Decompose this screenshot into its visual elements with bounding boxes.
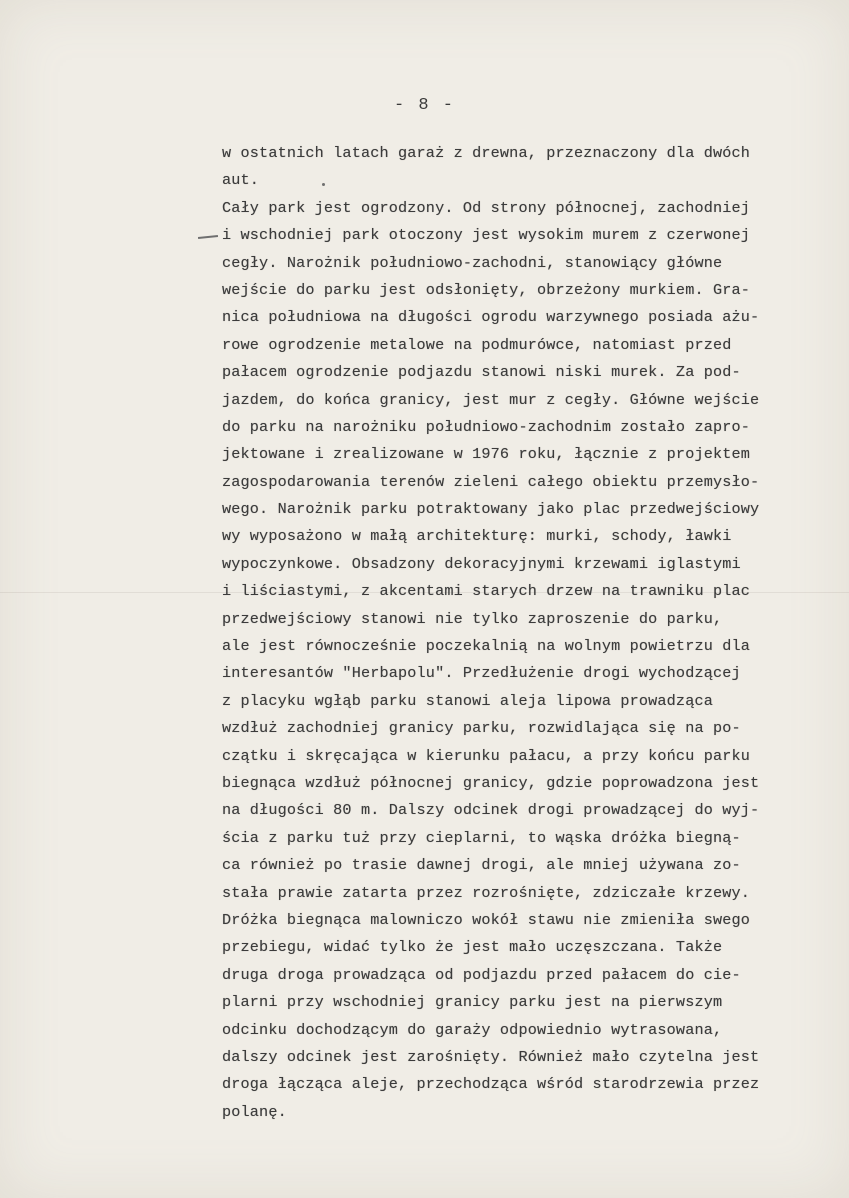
text-line: i liściastymi, z akcentami starych drzew na trawniku plac (222, 582, 751, 601)
text-line: wypoczynkowe. Obsadzony dekoracyjnymi krzewami iglastymi (222, 554, 741, 573)
text-line: interesantów "Herbapolu". Przedłużenie drogi wychodzącej (222, 664, 741, 683)
text-line: ca również po trasie dawnej drogi, ale mniej używana zo- (222, 856, 741, 875)
text-line: plarni przy wschodniej granicy parku jest na pierwszym (222, 993, 723, 1012)
text-line: druga droga prowadząca od podjazdu przed pałacem do cie- (222, 965, 741, 984)
text-line: jazdem, do końca granicy, jest mur z cegły. Główne wejście (222, 390, 760, 409)
text-line: i wschodniej park otoczony jest wysokim murem z czerwonej (222, 226, 751, 245)
text-line: dalszy odcinek jest zarośnięty. Również mało czytelna jest (222, 1047, 760, 1066)
text-line: rowe ogrodzenie metalowe na podmurówce, natomiast przed (222, 335, 732, 354)
text-line: w ostatnich latach garaż z drewna, przeznaczony dla dwóch (222, 144, 751, 162)
text-line: wzdłuż zachodniej granicy parku, rozwidlająca się na po- (222, 719, 741, 738)
text-line: jektowane i zrealizowane w 1976 roku, łącznie z projektem (222, 445, 751, 464)
text-line: czątku i skręcająca w kierunku pałacu, a przy końcu parku (222, 746, 751, 765)
text-line: Cały park jest ogrodzony. Od strony północnej, zachodniej (222, 198, 751, 217)
text-line: droga łącząca aleje, przechodząca wśród starodrzewia przez (222, 1075, 760, 1094)
text-line: wy wyposażono w małą architekturę: murki, schody, ławki (222, 527, 732, 546)
text-line: wego. Narożnik parku potraktowany jako plac przedwejściowy (222, 500, 760, 519)
text-line: na długości 80 m. Dalszy odcinek drogi prowadzącej do wyj- (222, 801, 760, 820)
text-line: polanę. (222, 1102, 287, 1121)
text-line: odcinku dochodzącym do garaży odpowiednio wytrasowana, (222, 1020, 723, 1039)
text-line: aut. (222, 171, 260, 190)
text-line: z placyku wgłąb parku stanowi aleja lipowa prowadząca (222, 691, 713, 710)
text-line: przedwejściowy stanowi nie tylko zaproszenie do parku, (222, 609, 723, 628)
text-line: cegły. Narożnik południowo-zachodni, stanowiący główne (222, 253, 723, 272)
text-line: zagospodarowania terenów zieleni całego obiektu przemysło- (222, 472, 760, 491)
typewritten-body (222, 140, 832, 1126)
text-line: do parku na narożniku południowo-zachodnim zostało zapro- (222, 417, 751, 436)
text-line: ale jest równocześnie poczekalnią na wolnym powietrzu dla (222, 637, 751, 656)
text-line: nica południowa na długości ogrodu warzywnego posiada ażu- (222, 308, 760, 327)
text-line: stała prawie zatarta przez rozrośnięte, zdziczałe krzewy. (222, 883, 751, 902)
text-line: Dróżka biegnąca malowniczo wokół stawu nie zmieniła swego (222, 910, 751, 929)
page-number: - 8 - (393, 96, 455, 115)
text-line: wejście do parku jest odsłonięty, obrzeżony murkiem. Gra- (222, 280, 751, 299)
text-line: ścia z parku tuż przy cieplarni, to wąska dróżka biegną- (222, 828, 741, 847)
margin-pen-mark (198, 235, 218, 239)
text-line: biegnąca wzdłuż północnej granicy, gdzie poprowadzona jest (222, 773, 760, 792)
text-line: przebiegu, widać tylko że jest mało uczęszczana. Także (222, 938, 723, 957)
text-line: pałacem ogrodzenie podjazdu stanowi niski murek. Za pod- (222, 363, 741, 382)
